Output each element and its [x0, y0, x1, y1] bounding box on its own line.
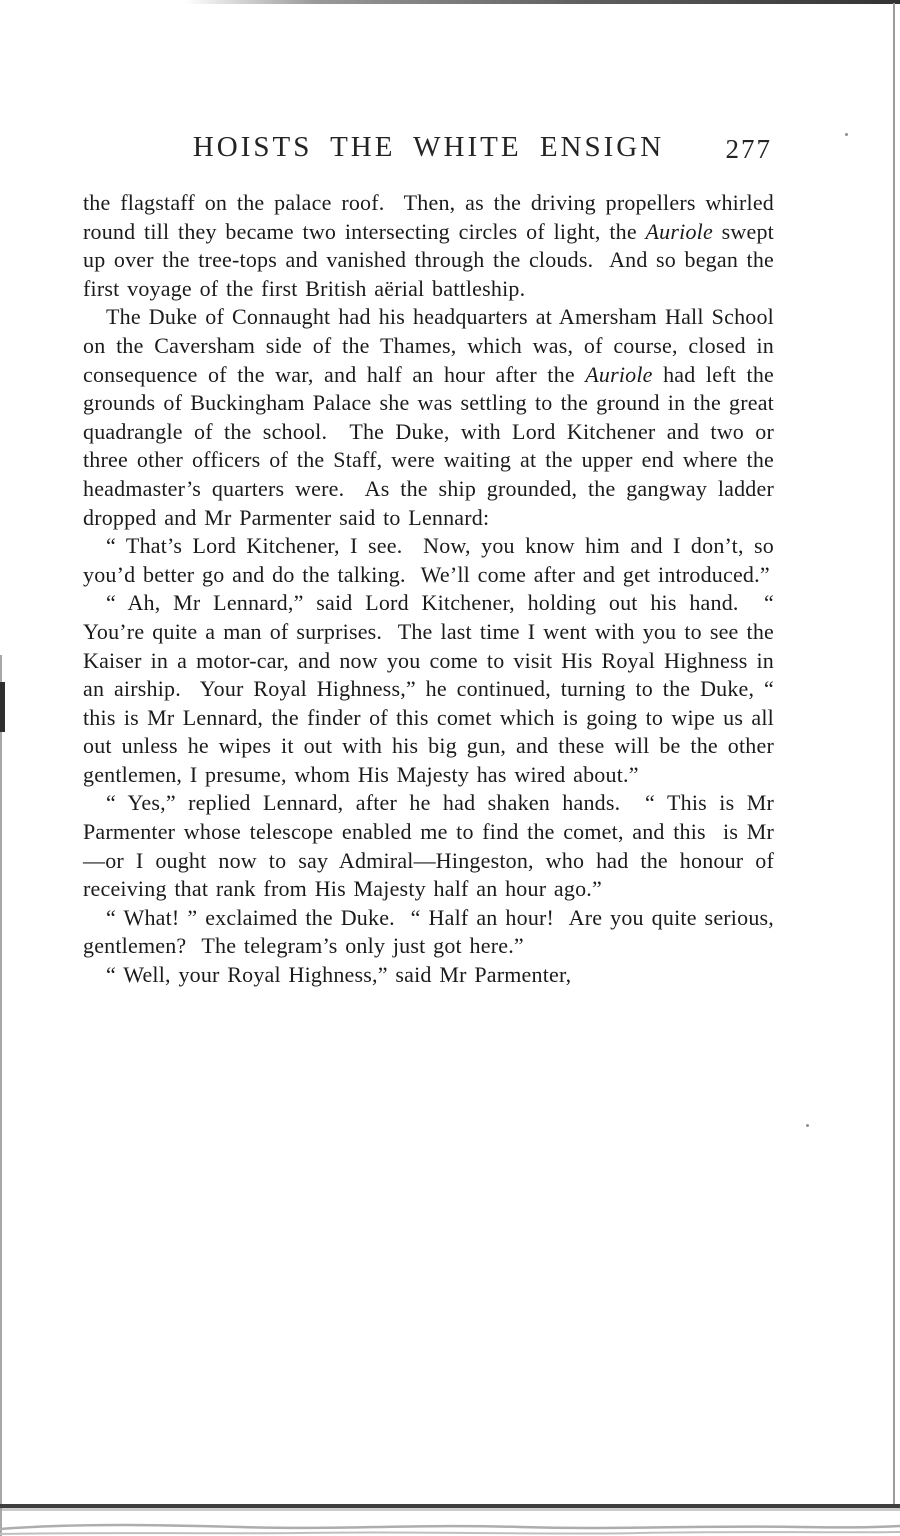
- scan-right-edge-line: [893, 3, 895, 1506]
- page-header: [83, 131, 774, 167]
- paragraph: The Duke of Connaught had his headquarters at Amersham Hall School on the Caversham side of the Thames, which was, of course, closed in consequence of the war, and half an hour after the Auriole had left the grounds of Buckingham Palace she was settling to the ground in the great quadrangle of the school. The Duke, with Lord Kitchener and two or three other officers of the Staff, were waiting at the upper end where the headmaster’s quarters were. As the ship grounded, the gangway ladder dropped and Mr Parmenter said to Lennard:: [83, 304, 782, 530]
- scan-left-edge-line: [0, 655, 2, 1536]
- scan-speck: [806, 1124, 809, 1127]
- running-title: HOISTS THE WHITE ENSIGN: [192, 131, 665, 163]
- paragraph: “ That’s Lord Kitchener, I see. Now, you know him and I don’t, so you’d better go and do the talking. We’ll come after and get introduced.”: [83, 533, 782, 587]
- scan-spine-dark-segment: [0, 682, 5, 732]
- paragraph: “ Ah, Mr Lennard,” said Lord Kitchener, holding out his hand. “ You’re quite a man of surprises. The last time I went with you to see the Kaiser in a motor-car, and now you come to visit His Royal Highness in an airship. Your Royal Highness,” he continued, turning to the Duke, “ this is Mr Lennard, the finder of this comet which is going to wipe us all out unless he wipes it out with his big gun, and these will be the other gentlemen, I presume, whom His Majesty has wired about.”: [83, 590, 782, 787]
- paragraph: “ Yes,” replied Lennard, after he had shaken hands. “ This is Mr Parmenter whose telescope enabled me to find the comet, and this is Mr—or I ought now to say Admiral—Hingeston, who had the honour of receiving that rank from His Majesty half an hour ago.”: [83, 790, 782, 902]
- paragraph: “ What! ” exclaimed the Duke. “ Half an hour! Are you quite serious, gentlemen? The telegram’s only just got here.”: [83, 904, 782, 959]
- scan-speck: [845, 133, 848, 136]
- text-block: [83, 189, 782, 990]
- scan-bottom-page-edges: [0, 1516, 900, 1536]
- scan-bottom-edge-rule: [0, 1504, 900, 1508]
- paragraph: the flagstaff on the palace roof. Then, as the driving propellers whirled round till they became two intersecting circles of light, the Auriole swept up over the tree-tops and vanished through the clouds. And so began the first voyage of the first British aërial battleship.: [83, 190, 782, 301]
- page-number: 277: [725, 134, 772, 164]
- scan-top-edge-shadow: [185, 0, 900, 4]
- paragraph: “ Well, your Royal Highness,” said Mr Parmenter,: [106, 962, 572, 988]
